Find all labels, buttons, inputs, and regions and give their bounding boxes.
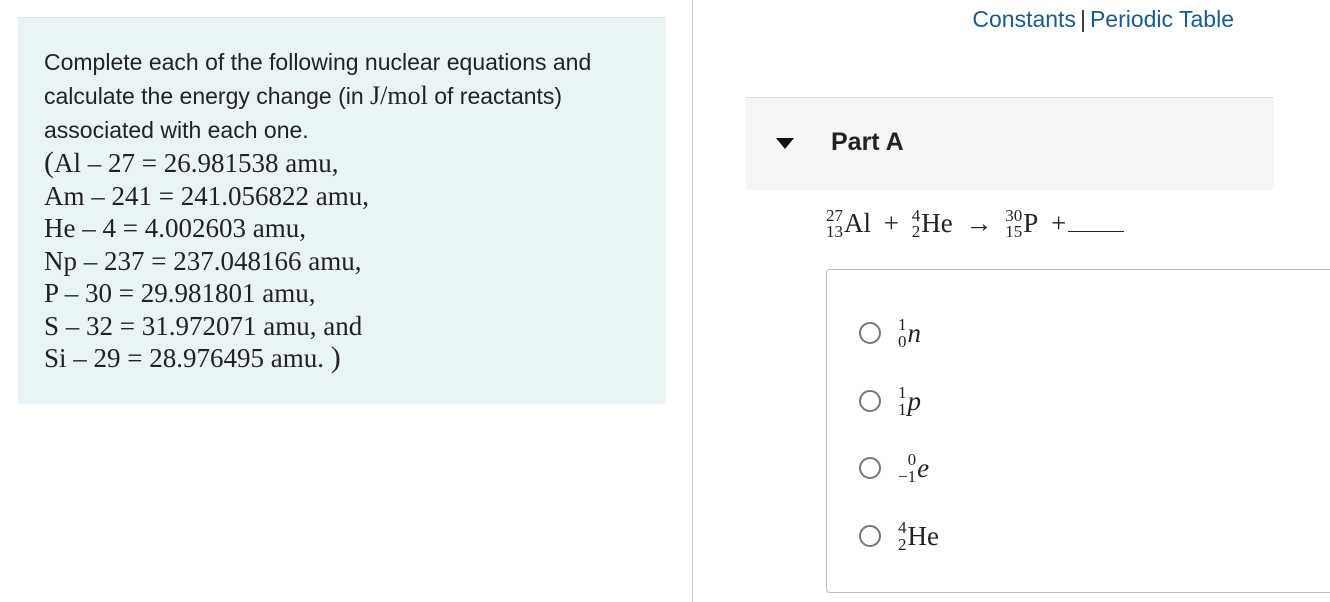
mass-al-27: Al – 27 = 26.981538 amu, xyxy=(54,148,339,178)
mass-line xyxy=(44,245,666,278)
collapse-caret-icon[interactable] xyxy=(776,138,794,149)
mass-line xyxy=(44,212,666,245)
plus-sign: + xyxy=(1051,208,1067,238)
choice-proton[interactable] xyxy=(859,384,921,418)
mass-line xyxy=(44,310,666,343)
problem-units: J/mol xyxy=(370,81,428,110)
mass-number: 1 xyxy=(898,383,907,402)
element-symbol: Al xyxy=(844,208,871,238)
problem-intro xyxy=(44,45,644,147)
choice-label xyxy=(898,451,929,485)
mass-number: 27 xyxy=(826,205,843,225)
nuclide-scripts xyxy=(911,205,921,241)
atomic-number: 2 xyxy=(898,535,907,554)
mass-s-32: S – 32 = 31.972071 amu, and xyxy=(44,310,363,341)
product-phosphorus xyxy=(1005,205,1039,242)
mass-line xyxy=(44,342,666,375)
mass-am-241: Am – 241 = 241.056822 amu, xyxy=(44,180,369,211)
choice-neutron[interactable] xyxy=(859,316,921,350)
answer-choices xyxy=(826,269,1330,593)
nuclear-equation xyxy=(826,205,1124,242)
particle-symbol: He xyxy=(907,520,939,551)
mass-si-29: Si – 29 = 28.976495 amu. xyxy=(44,343,324,373)
panel-divider xyxy=(692,0,693,602)
nuclide-scripts xyxy=(898,451,916,485)
radio-button[interactable] xyxy=(859,390,881,412)
radio-button[interactable] xyxy=(859,457,881,479)
mass-line xyxy=(44,277,666,310)
mass-number: 1 xyxy=(898,315,907,334)
problem-intro-end: of reactants) associated with each one. xyxy=(44,83,563,143)
radio-button[interactable] xyxy=(859,322,881,344)
mass-p-30: P – 30 = 29.981801 amu, xyxy=(44,278,316,308)
atomic-number: 1 xyxy=(898,400,907,419)
nuclide-scripts xyxy=(898,519,907,553)
choice-beta-particle[interactable] xyxy=(859,451,929,485)
mass-number: 4 xyxy=(911,205,921,225)
constants-link[interactable]: Constants xyxy=(972,6,1076,32)
plus-sign: + xyxy=(883,208,899,238)
problem-statement-box xyxy=(18,17,666,404)
problem-intro-text: Complete each of the following nuclear equations and calculate the energy change (in xyxy=(44,49,592,109)
reactant-helium xyxy=(911,205,953,242)
choice-label xyxy=(898,384,921,418)
atomic-number: 0 xyxy=(898,332,907,351)
close-paren: ) xyxy=(330,341,341,374)
mass-number: 0 xyxy=(907,450,917,469)
mass-np-237: Np – 237 = 237.048166 amu, xyxy=(44,245,362,276)
mass-number: 30 xyxy=(1005,205,1023,225)
choice-label xyxy=(898,316,921,350)
reactant-aluminum xyxy=(826,205,871,242)
nuclide-scripts xyxy=(898,384,907,418)
resource-links xyxy=(972,6,1234,33)
radio-button[interactable] xyxy=(859,525,881,547)
reaction-arrow: → xyxy=(965,208,993,238)
periodic-table-link[interactable]: Periodic Table xyxy=(1089,6,1234,32)
open-paren: ( xyxy=(44,146,54,179)
part-a-header[interactable] xyxy=(746,97,1274,190)
choice-alpha-particle[interactable] xyxy=(859,519,939,553)
part-title: Part A xyxy=(831,128,904,156)
nuclide-scripts xyxy=(1005,205,1023,241)
atomic-number: 13 xyxy=(826,221,843,241)
nuclide-scripts xyxy=(898,316,907,350)
atomic-number: −1 xyxy=(898,467,917,486)
particle-symbol: e xyxy=(917,452,930,483)
choice-label xyxy=(898,519,939,553)
atomic-mass-list xyxy=(44,147,666,375)
link-separator: | xyxy=(1079,6,1086,32)
mass-line xyxy=(44,180,666,213)
element-symbol: P xyxy=(1023,208,1039,238)
mass-line xyxy=(44,147,666,180)
atomic-number: 2 xyxy=(911,221,921,241)
element-symbol: He xyxy=(921,208,953,238)
mass-number: 4 xyxy=(898,518,907,537)
answer-blank xyxy=(1068,231,1124,232)
nuclide-scripts xyxy=(826,205,843,241)
atomic-number: 15 xyxy=(1005,221,1023,241)
mass-he-4: He – 4 = 4.002603 amu, xyxy=(44,213,306,243)
particle-symbol: p xyxy=(907,385,921,416)
particle-symbol: n xyxy=(907,317,921,348)
